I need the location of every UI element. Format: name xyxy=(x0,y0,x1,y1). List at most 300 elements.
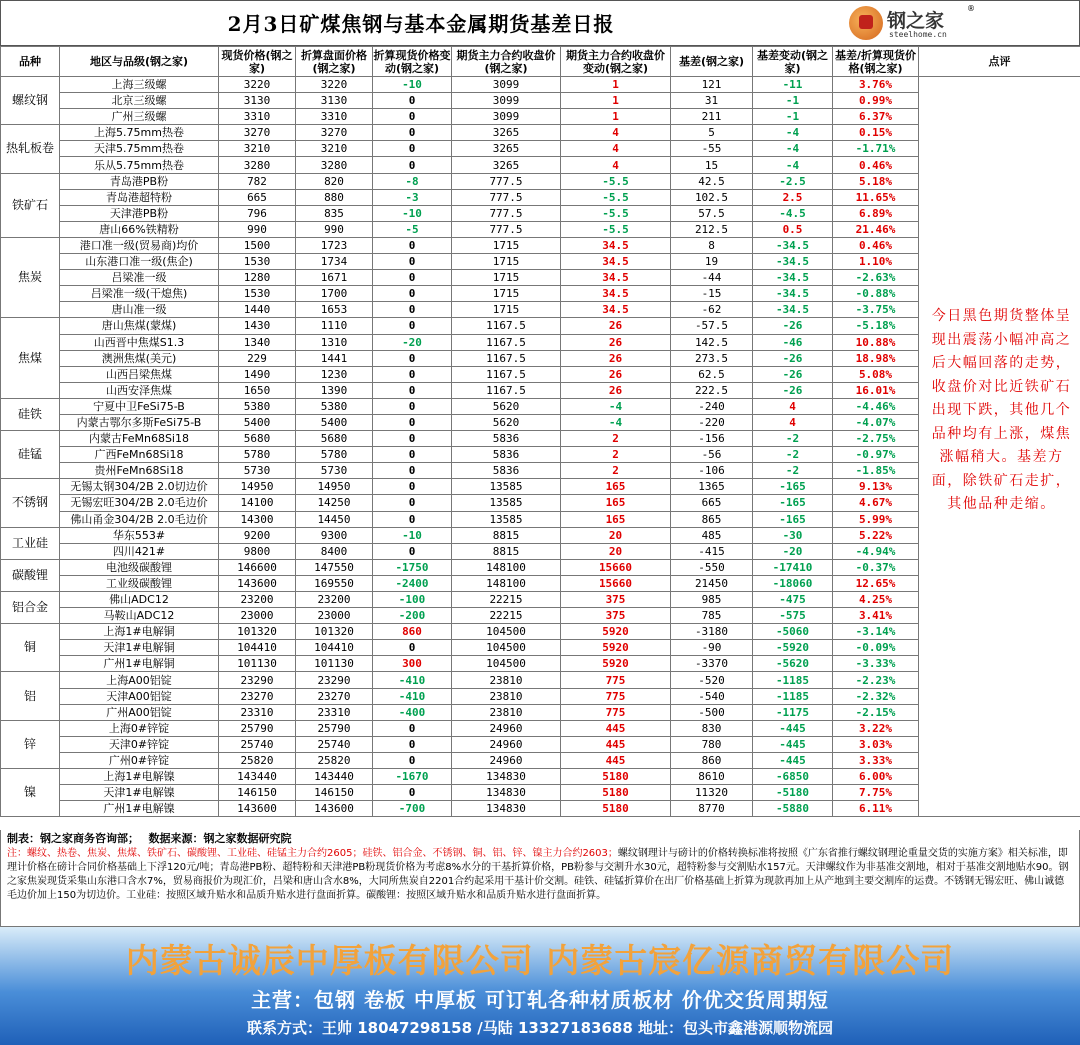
made-by: 制表：钢之家商务咨询部； xyxy=(7,832,139,845)
logo-registered-mark: ® xyxy=(967,4,975,13)
logo-mark-icon xyxy=(849,6,883,40)
table-row xyxy=(1,237,1080,253)
basis-cell: 8 xyxy=(671,237,753,253)
spot-change-cell: 0 xyxy=(373,125,452,141)
notes-body: 螺纹钢理计与磅计的价格转换标准将按照《广东省推行螺纹钢理论重量交货的实施方案》相关标准，即理计价格在磅计合同价格基础上下浮120元/吨；青岛港PB粉、超特粉和天津港PB粉现货价格为考虑8%水分的干基折算价格，PB粉参与交割升水30元，超特粉参与交割贴水157元。天津螺纹作为非基准交割地，相对于基准交割地贴水90。钢之家焦炭现货采集山东港口含水7%，贸易商报价为现汇价，吕梁和唐山含水8%，大同所焦炭自2201合约起采用干基计价交割。硅铁、硅锰折算价在出厂价格基础上折算为现款再加上从产地到主要交割库的运费。不锈钢无锡宏旺、佛山诚德毛边价加上150为切边价。工业硅：按照区域升贴水和品质升贴水进行盘面折算。碳酸锂：按照区域升贴水和品质升贴水进行盘面折算。 xyxy=(7,848,1069,901)
category-cell: 铝合金 xyxy=(1,592,60,624)
basis-cell: 865 xyxy=(671,511,753,527)
spot-change-cell: -10 xyxy=(373,527,452,543)
basis-ratio-cell: -1.85% xyxy=(833,463,919,479)
region-grade-cell: 四川421# xyxy=(60,543,219,559)
category-cell: 铜 xyxy=(1,624,60,672)
basis-change-cell: -5920 xyxy=(753,640,833,656)
futures-close-cell: 1715 xyxy=(452,286,561,302)
futures-close-cell: 23810 xyxy=(452,688,561,704)
spot-price-cell: 229 xyxy=(219,350,296,366)
basis-ratio-cell: -0.37% xyxy=(833,559,919,575)
basis-ratio-cell: 3.41% xyxy=(833,608,919,624)
data-source: 数据来源：钢之家数据研究院 xyxy=(148,832,292,845)
region-grade-cell: 佛山甬金304/2B 2.0毛边价 xyxy=(60,511,219,527)
column-header: 基差/折算现货价格(钢之家) xyxy=(833,47,919,77)
basis-change-cell: -26 xyxy=(753,382,833,398)
basis-change-cell: -445 xyxy=(753,736,833,752)
basis-table xyxy=(0,46,1080,817)
spot-change-cell: -10 xyxy=(373,77,452,93)
table-header-row xyxy=(1,47,1080,77)
converted-price-cell: 143440 xyxy=(296,769,373,785)
converted-price-cell: 1653 xyxy=(296,302,373,318)
spot-price-cell: 143600 xyxy=(219,575,296,591)
futures-change-cell: 5920 xyxy=(561,624,671,640)
table-row xyxy=(1,769,1080,785)
futures-close-cell: 3099 xyxy=(452,109,561,125)
basis-cell: 212.5 xyxy=(671,221,753,237)
region-grade-cell: 吕梁准一级(干熄焦) xyxy=(60,286,219,302)
column-header: 期货主力合约收盘价(钢之家) xyxy=(452,47,561,77)
converted-price-cell: 23310 xyxy=(296,704,373,720)
futures-change-cell: 34.5 xyxy=(561,302,671,318)
futures-change-cell: 775 xyxy=(561,672,671,688)
converted-price-cell: 5680 xyxy=(296,431,373,447)
spot-price-cell: 23200 xyxy=(219,592,296,608)
column-header: 地区与品级(钢之家) xyxy=(60,47,219,77)
basis-ratio-cell: -3.75% xyxy=(833,302,919,318)
region-grade-cell: 广州A00铝锭 xyxy=(60,704,219,720)
basis-change-cell: -26 xyxy=(753,366,833,382)
table-row xyxy=(1,109,1080,125)
basis-ratio-cell: 6.89% xyxy=(833,205,919,221)
basis-cell: -57.5 xyxy=(671,318,753,334)
table-row xyxy=(1,254,1080,270)
spot-change-cell: 0 xyxy=(373,752,452,768)
futures-close-cell: 24960 xyxy=(452,720,561,736)
basis-change-cell: -5620 xyxy=(753,656,833,672)
basis-ratio-cell: 4.67% xyxy=(833,495,919,511)
basis-cell: -3180 xyxy=(671,624,753,640)
futures-change-cell: 34.5 xyxy=(561,237,671,253)
region-grade-cell: 上海5.75mm热卷 xyxy=(60,125,219,141)
basis-cell: -3370 xyxy=(671,656,753,672)
basis-ratio-cell: 21.46% xyxy=(833,221,919,237)
basis-ratio-cell: -5.18% xyxy=(833,318,919,334)
converted-price-cell: 101130 xyxy=(296,656,373,672)
category-cell: 碳酸锂 xyxy=(1,559,60,591)
spot-change-cell: 0 xyxy=(373,736,452,752)
basis-ratio-cell: 0.46% xyxy=(833,237,919,253)
basis-cell: 8770 xyxy=(671,801,753,817)
basis-change-cell: -34.5 xyxy=(753,302,833,318)
basis-cell: -500 xyxy=(671,704,753,720)
converted-price-cell: 23000 xyxy=(296,608,373,624)
basis-cell: 31 xyxy=(671,93,753,109)
futures-change-cell: -4 xyxy=(561,414,671,430)
futures-close-cell: 5836 xyxy=(452,431,561,447)
spot-price-cell: 5780 xyxy=(219,447,296,463)
futures-change-cell: 34.5 xyxy=(561,270,671,286)
futures-change-cell: 775 xyxy=(561,704,671,720)
region-grade-cell: 佛山ADC12 xyxy=(60,592,219,608)
region-grade-cell: 无锡宏旺304/2B 2.0毛边价 xyxy=(60,495,219,511)
region-grade-cell: 澳洲焦煤(美元) xyxy=(60,350,219,366)
futures-close-cell: 1715 xyxy=(452,254,561,270)
futures-close-cell: 13585 xyxy=(452,495,561,511)
basis-ratio-cell: -2.15% xyxy=(833,704,919,720)
basis-change-cell: -30 xyxy=(753,527,833,543)
spot-change-cell: 0 xyxy=(373,414,452,430)
table-row xyxy=(1,157,1080,173)
basis-cell: 211 xyxy=(671,109,753,125)
basis-ratio-cell: -4.94% xyxy=(833,543,919,559)
basis-change-cell: -5180 xyxy=(753,785,833,801)
spot-price-cell: 3310 xyxy=(219,109,296,125)
converted-price-cell: 5780 xyxy=(296,447,373,463)
basis-ratio-cell: -3.33% xyxy=(833,656,919,672)
basis-change-cell: -26 xyxy=(753,350,833,366)
basis-ratio-cell: 3.22% xyxy=(833,720,919,736)
table-row xyxy=(1,752,1080,768)
basis-change-cell: -2 xyxy=(753,463,833,479)
table-row xyxy=(1,173,1080,189)
spot-price-cell: 1340 xyxy=(219,334,296,350)
spot-price-cell: 1490 xyxy=(219,366,296,382)
category-cell: 热轧板卷 xyxy=(1,125,60,173)
spot-price-cell: 14300 xyxy=(219,511,296,527)
futures-change-cell: 20 xyxy=(561,527,671,543)
region-grade-cell: 唐山准一级 xyxy=(60,302,219,318)
region-grade-cell: 华东553# xyxy=(60,527,219,543)
report-title: 2月3日矿煤焦钢与基本金属期货基差日报 xyxy=(227,12,615,36)
table-row xyxy=(1,495,1080,511)
basis-cell: 830 xyxy=(671,720,753,736)
futures-close-cell: 1715 xyxy=(452,302,561,318)
category-cell: 工业硅 xyxy=(1,527,60,559)
converted-price-cell: 14950 xyxy=(296,479,373,495)
basis-ratio-cell: 5.08% xyxy=(833,366,919,382)
futures-close-cell: 5836 xyxy=(452,447,561,463)
futures-change-cell: 15660 xyxy=(561,559,671,575)
futures-change-cell: 4 xyxy=(561,157,671,173)
column-header: 点评 xyxy=(919,47,1080,77)
basis-ratio-cell: 6.00% xyxy=(833,769,919,785)
title-bar xyxy=(0,0,1080,46)
category-cell: 螺纹钢 xyxy=(1,77,60,125)
basis-cell: 5 xyxy=(671,125,753,141)
category-cell: 不锈钢 xyxy=(1,479,60,527)
basis-cell: -220 xyxy=(671,414,753,430)
category-cell: 铝 xyxy=(1,672,60,720)
basis-cell: -56 xyxy=(671,447,753,463)
spot-change-cell: 0 xyxy=(373,398,452,414)
table-row xyxy=(1,575,1080,591)
basis-cell: -540 xyxy=(671,688,753,704)
converted-price-cell: 3130 xyxy=(296,93,373,109)
basis-ratio-cell: -0.97% xyxy=(833,447,919,463)
basis-change-cell: 0.5 xyxy=(753,221,833,237)
region-grade-cell: 上海0#锌锭 xyxy=(60,720,219,736)
futures-close-cell: 148100 xyxy=(452,575,561,591)
category-cell: 硅铁 xyxy=(1,398,60,430)
column-header: 基差(钢之家) xyxy=(671,47,753,77)
futures-change-cell: 5180 xyxy=(561,769,671,785)
table-row xyxy=(1,77,1080,93)
spot-change-cell: 860 xyxy=(373,624,452,640)
region-grade-cell: 天津1#电解镍 xyxy=(60,785,219,801)
spot-change-cell: -1670 xyxy=(373,769,452,785)
futures-close-cell: 24960 xyxy=(452,736,561,752)
basis-cell: 273.5 xyxy=(671,350,753,366)
spot-price-cell: 782 xyxy=(219,173,296,189)
futures-close-cell: 8815 xyxy=(452,527,561,543)
spot-price-cell: 990 xyxy=(219,221,296,237)
table-row xyxy=(1,447,1080,463)
futures-close-cell: 13585 xyxy=(452,511,561,527)
futures-change-cell: -4 xyxy=(561,398,671,414)
futures-change-cell: 775 xyxy=(561,688,671,704)
region-grade-cell: 工业级碳酸锂 xyxy=(60,575,219,591)
region-grade-cell: 马鞍山ADC12 xyxy=(60,608,219,624)
converted-price-cell: 8400 xyxy=(296,543,373,559)
spot-change-cell: 0 xyxy=(373,254,452,270)
futures-change-cell: 15660 xyxy=(561,575,671,591)
spot-price-cell: 25740 xyxy=(219,736,296,752)
basis-cell: 11320 xyxy=(671,785,753,801)
futures-change-cell: 5920 xyxy=(561,656,671,672)
basis-ratio-cell: 0.99% xyxy=(833,93,919,109)
basis-ratio-cell: 5.99% xyxy=(833,511,919,527)
spot-price-cell: 25820 xyxy=(219,752,296,768)
spot-change-cell: 0 xyxy=(373,640,452,656)
region-grade-cell: 唐山焦煤(蒙煤) xyxy=(60,318,219,334)
basis-ratio-cell: 0.46% xyxy=(833,157,919,173)
futures-close-cell: 1167.5 xyxy=(452,350,561,366)
table-row xyxy=(1,608,1080,624)
basis-ratio-cell: 9.13% xyxy=(833,479,919,495)
converted-price-cell: 3280 xyxy=(296,157,373,173)
basis-cell: 15 xyxy=(671,157,753,173)
converted-price-cell: 143600 xyxy=(296,801,373,817)
spot-change-cell: -100 xyxy=(373,592,452,608)
futures-close-cell: 22215 xyxy=(452,608,561,624)
spot-price-cell: 101320 xyxy=(219,624,296,640)
spot-change-cell: 0 xyxy=(373,318,452,334)
spot-change-cell: -410 xyxy=(373,672,452,688)
futures-close-cell: 3265 xyxy=(452,157,561,173)
futures-close-cell: 134830 xyxy=(452,785,561,801)
converted-price-cell: 23200 xyxy=(296,592,373,608)
basis-cell: 665 xyxy=(671,495,753,511)
basis-ratio-cell: 7.75% xyxy=(833,785,919,801)
basis-change-cell: -4 xyxy=(753,157,833,173)
spot-change-cell: 0 xyxy=(373,495,452,511)
converted-price-cell: 101320 xyxy=(296,624,373,640)
region-grade-cell: 广州0#锌锭 xyxy=(60,752,219,768)
spot-price-cell: 1530 xyxy=(219,286,296,302)
table-row xyxy=(1,736,1080,752)
futures-change-cell: 26 xyxy=(561,334,671,350)
converted-price-cell: 25790 xyxy=(296,720,373,736)
futures-change-cell: -5.5 xyxy=(561,189,671,205)
basis-ratio-cell: -1.71% xyxy=(833,141,919,157)
spot-price-cell: 23000 xyxy=(219,608,296,624)
basis-change-cell: -18060 xyxy=(753,575,833,591)
spot-change-cell: -200 xyxy=(373,608,452,624)
converted-price-cell: 1230 xyxy=(296,366,373,382)
region-grade-cell: 内蒙古FeMn68Si18 xyxy=(60,431,219,447)
futures-change-cell: 2 xyxy=(561,447,671,463)
basis-change-cell: 4 xyxy=(753,414,833,430)
spot-price-cell: 14100 xyxy=(219,495,296,511)
table-row xyxy=(1,479,1080,495)
table-row xyxy=(1,543,1080,559)
basis-cell: 57.5 xyxy=(671,205,753,221)
spot-change-cell: 0 xyxy=(373,511,452,527)
futures-change-cell: 1 xyxy=(561,77,671,93)
futures-close-cell: 23810 xyxy=(452,672,561,688)
table-row xyxy=(1,221,1080,237)
spot-price-cell: 104410 xyxy=(219,640,296,656)
basis-cell: -62 xyxy=(671,302,753,318)
category-cell: 焦煤 xyxy=(1,318,60,398)
converted-price-cell: 1734 xyxy=(296,254,373,270)
futures-change-cell: 34.5 xyxy=(561,286,671,302)
converted-price-cell: 3220 xyxy=(296,77,373,93)
spot-change-cell: 0 xyxy=(373,543,452,559)
basis-ratio-cell: 5.18% xyxy=(833,173,919,189)
table-row xyxy=(1,350,1080,366)
converted-price-cell: 820 xyxy=(296,173,373,189)
table-row xyxy=(1,592,1080,608)
futures-close-cell: 1167.5 xyxy=(452,334,561,350)
futures-change-cell: 375 xyxy=(561,608,671,624)
table-row xyxy=(1,270,1080,286)
basis-cell: -550 xyxy=(671,559,753,575)
futures-close-cell: 5836 xyxy=(452,463,561,479)
spot-change-cell: 0 xyxy=(373,447,452,463)
basis-cell: -106 xyxy=(671,463,753,479)
futures-close-cell: 104500 xyxy=(452,640,561,656)
advertisement-banner xyxy=(0,927,1080,1045)
category-cell: 铁矿石 xyxy=(1,173,60,237)
spot-change-cell: 0 xyxy=(373,141,452,157)
converted-price-cell: 3310 xyxy=(296,109,373,125)
converted-price-cell: 147550 xyxy=(296,559,373,575)
futures-close-cell: 1167.5 xyxy=(452,366,561,382)
converted-price-cell: 9300 xyxy=(296,527,373,543)
spot-price-cell: 3280 xyxy=(219,157,296,173)
basis-ratio-cell: 3.03% xyxy=(833,736,919,752)
region-grade-cell: 天津港PB粉 xyxy=(60,205,219,221)
futures-close-cell: 104500 xyxy=(452,656,561,672)
table-row xyxy=(1,302,1080,318)
futures-close-cell: 148100 xyxy=(452,559,561,575)
basis-cell: -44 xyxy=(671,270,753,286)
spot-change-cell: 0 xyxy=(373,382,452,398)
basis-cell: 102.5 xyxy=(671,189,753,205)
table-row xyxy=(1,125,1080,141)
basis-ratio-cell: 3.76% xyxy=(833,77,919,93)
table-row xyxy=(1,463,1080,479)
basis-cell: -15 xyxy=(671,286,753,302)
spot-price-cell: 1650 xyxy=(219,382,296,398)
category-cell: 硅锰 xyxy=(1,431,60,479)
basis-change-cell: -6850 xyxy=(753,769,833,785)
converted-price-cell: 25740 xyxy=(296,736,373,752)
basis-change-cell: 4 xyxy=(753,398,833,414)
converted-price-cell: 1110 xyxy=(296,318,373,334)
basis-cell: 222.5 xyxy=(671,382,753,398)
futures-close-cell: 5620 xyxy=(452,414,561,430)
basis-change-cell: -165 xyxy=(753,479,833,495)
basis-cell: -240 xyxy=(671,398,753,414)
futures-change-cell: 4 xyxy=(561,141,671,157)
spot-price-cell: 146600 xyxy=(219,559,296,575)
table-body xyxy=(1,77,1080,817)
basis-change-cell: -445 xyxy=(753,720,833,736)
region-grade-cell: 唐山66%铁精粉 xyxy=(60,221,219,237)
basis-ratio-cell: 3.33% xyxy=(833,752,919,768)
converted-price-cell: 5730 xyxy=(296,463,373,479)
futures-change-cell: 5180 xyxy=(561,801,671,817)
basis-cell: 985 xyxy=(671,592,753,608)
futures-close-cell: 1167.5 xyxy=(452,318,561,334)
converted-price-cell: 146150 xyxy=(296,785,373,801)
basis-ratio-cell: 5.22% xyxy=(833,527,919,543)
spot-change-cell: 0 xyxy=(373,237,452,253)
banner-contact: 联系方式：王帅 18047298158 /马陆 13327183688 地址：包头市鑫港源顺物流园 xyxy=(247,1019,833,1037)
futures-close-cell: 3099 xyxy=(452,93,561,109)
spot-change-cell: 0 xyxy=(373,350,452,366)
basis-change-cell: -2 xyxy=(753,431,833,447)
futures-change-cell: 2 xyxy=(561,463,671,479)
converted-price-cell: 880 xyxy=(296,189,373,205)
region-grade-cell: 无锡太钢304/2B 2.0切边价 xyxy=(60,479,219,495)
table-row xyxy=(1,527,1080,543)
futures-close-cell: 134830 xyxy=(452,801,561,817)
futures-change-cell: 165 xyxy=(561,479,671,495)
basis-change-cell: -34.5 xyxy=(753,286,833,302)
basis-change-cell: -445 xyxy=(753,752,833,768)
table-row xyxy=(1,656,1080,672)
table-row xyxy=(1,640,1080,656)
futures-change-cell: 445 xyxy=(561,736,671,752)
table-row xyxy=(1,189,1080,205)
table-row xyxy=(1,318,1080,334)
futures-close-cell: 13585 xyxy=(452,479,561,495)
converted-price-cell: 1390 xyxy=(296,382,373,398)
basis-cell: 8610 xyxy=(671,769,753,785)
basis-change-cell: -5060 xyxy=(753,624,833,640)
region-grade-cell: 广州1#电解镍 xyxy=(60,801,219,817)
converted-price-cell: 1671 xyxy=(296,270,373,286)
basis-cell: 780 xyxy=(671,736,753,752)
basis-cell: 785 xyxy=(671,608,753,624)
futures-close-cell: 777.5 xyxy=(452,205,561,221)
basis-cell: -520 xyxy=(671,672,753,688)
spot-price-cell: 5380 xyxy=(219,398,296,414)
banner-business: 主营：包钢 卷板 中厚板 可订轧各种材质板材 价优交货周期短 xyxy=(251,988,829,1012)
spot-price-cell: 143440 xyxy=(219,769,296,785)
converted-price-cell: 5400 xyxy=(296,414,373,430)
spot-change-cell: 0 xyxy=(373,720,452,736)
spot-price-cell: 9800 xyxy=(219,543,296,559)
futures-change-cell: 20 xyxy=(561,543,671,559)
spot-change-cell: -5 xyxy=(373,221,452,237)
basis-change-cell: -1 xyxy=(753,93,833,109)
basis-ratio-cell: -2.23% xyxy=(833,672,919,688)
futures-change-cell: 1 xyxy=(561,109,671,125)
futures-close-cell: 777.5 xyxy=(452,189,561,205)
basis-change-cell: -26 xyxy=(753,318,833,334)
